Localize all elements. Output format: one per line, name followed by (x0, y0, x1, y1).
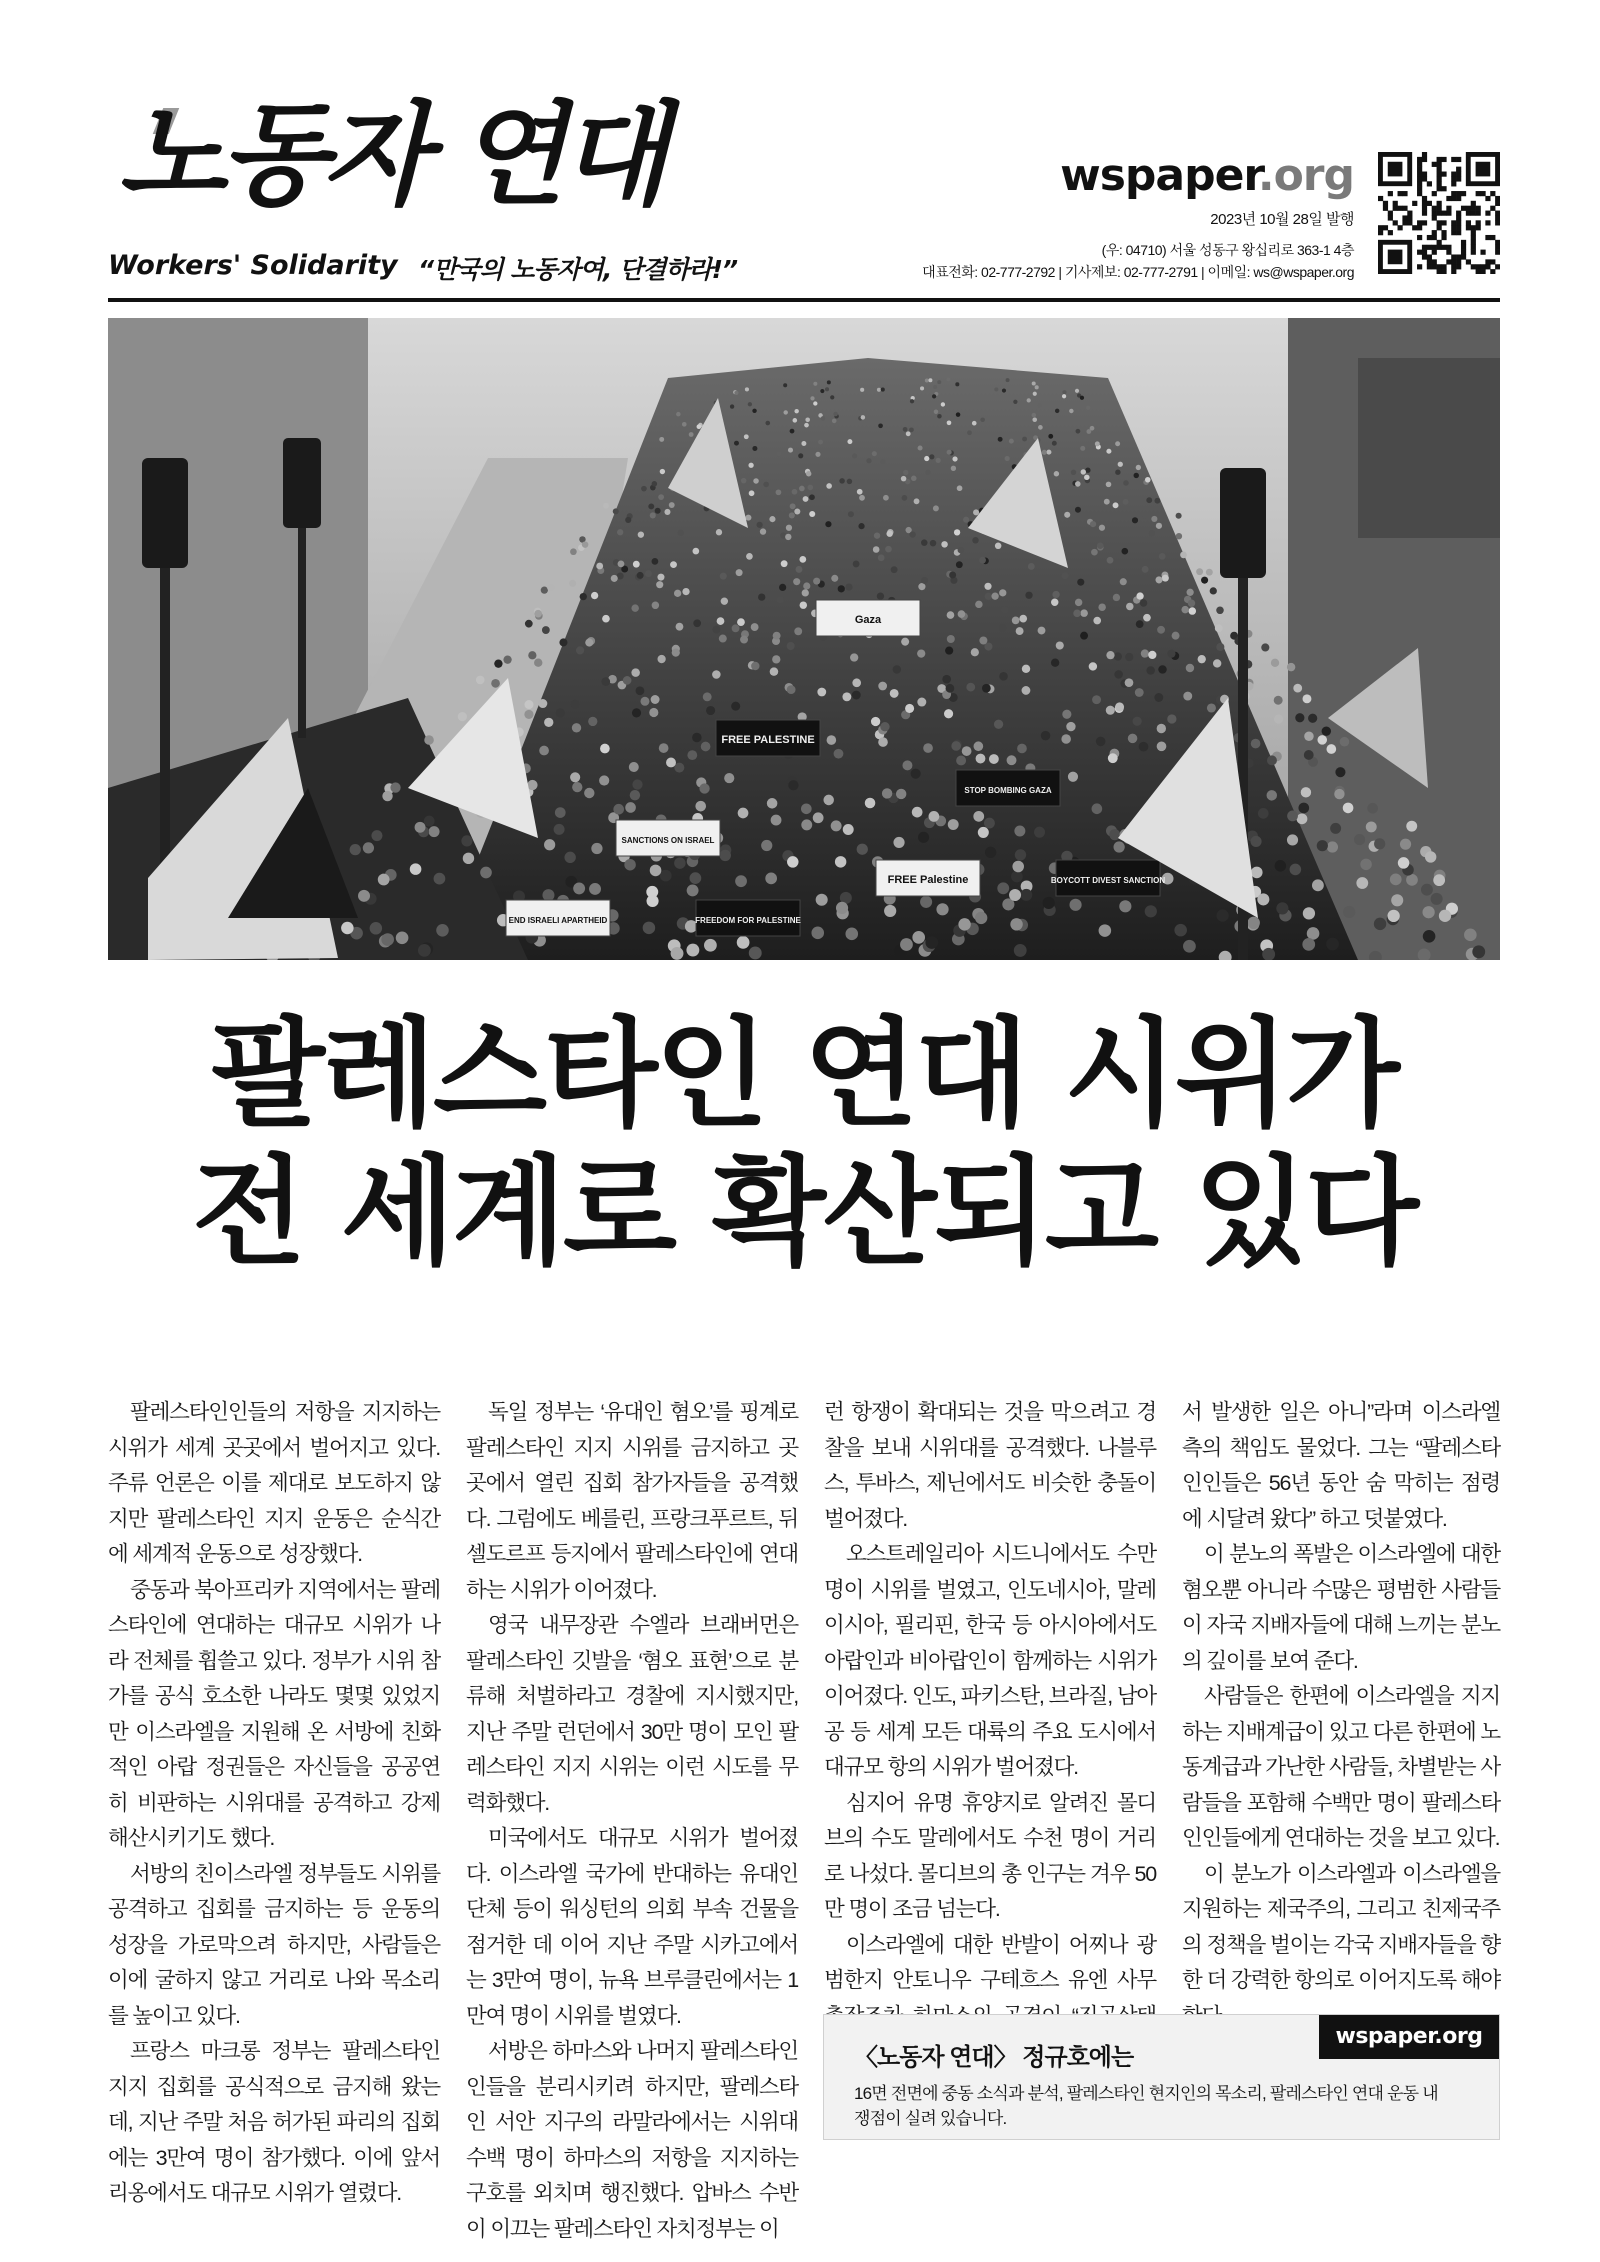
postal-address: (우: 04710) 서울 성동구 왕십리로 363-1 4층 (1101, 242, 1354, 258)
main-headline (108, 1005, 1500, 1281)
issue-notice-box (823, 2014, 1500, 2140)
protest-sign (616, 820, 720, 856)
protest-sign (1051, 860, 1165, 896)
protest-sign (695, 900, 801, 936)
article-paragraph: 서방은 하마스와 나머지 팔레스타인인들을 분리시키려 하지만, 팔레스타인 서안 지구의 라말라에서는 시위대 수백 명이 하마스의 저항을 지지하는 구호를 외치며 행진했다. 압바스 수반이 이끄는 팔레스타인 자치정부는 이 (466, 2039, 798, 2241)
site-url[interactable] (1060, 150, 1354, 201)
article-paragraph: 중동과 북아프리카 지역에서는 팔레스타인에 연대하는 대규모 시위가 나라 전체를 휩쓸고 있다. 정부가 시위 참가를 공식 호소한 나라도 몇몇 있었지만 이스라엘을 지원해 온 서방에 친화적인 아랍 정권들은 자신들을 공공연히 비판하는 시위대를 공격하고 강제 해산시키기도 했다. (108, 1577, 440, 1850)
english-name: Workers' Solidarity (108, 250, 398, 281)
notice-site-link[interactable]: wspaper.org (1319, 2015, 1499, 2059)
site-url-tld: .org (1257, 150, 1354, 201)
article-paragraph: 서방의 친이스라엘 정부들도 시위를 공격하고 집회를 금지하는 등 운동의 성장을 가로막으려 하지만, 사람들은 이에 굴하지 않고 거리로 나와 목소리를 높이고 있다. (108, 1861, 440, 2028)
protest-sign (816, 600, 920, 636)
svg-text:FREEDOM FOR PALESTINE: FREEDOM FOR PALESTINE (695, 916, 801, 925)
protest-sign (716, 720, 820, 756)
slogan: “만국의 노동자여, 단결하라!” (418, 255, 738, 284)
svg-text:FREE PALESTINE: FREE PALESTINE (721, 734, 815, 746)
qr-code-icon[interactable] (1378, 152, 1500, 274)
article-paragraph: 런 항쟁이 확대되는 것을 막으려고 경찰을 보내 시위대를 공격했다. 나블루스, 투바스, 제닌에서도 비슷한 충돌이 벌어졌다. (824, 1400, 1156, 1531)
publish-date: 2023년 10월 28일 발행 (1210, 211, 1354, 228)
article-column-3 (824, 1395, 1156, 2070)
article-paragraph: 독일 정부는 ‘유대인 혐오’를 핑계로 팔레스타인 지지 시위를 금지하고 곳곳에서 열린 집회 참가자들을 공격했다. 그럼에도 베를린, 프랑크푸르트, 뒤셀도르프 등지에서 팔레스타인에 연대하는 시위가 이어졌다. (466, 1400, 798, 1602)
svg-text:END ISRAELI APARTHEID: END ISRAELI APARTHEID (508, 916, 608, 925)
protest-sign (956, 770, 1060, 806)
article-paragraph: 프랑스 마크롱 정부는 팔레스타인 지지 집회를 공식적으로 금지해 왔는데, 지난 주말 처음 허가된 파리의 집회에는 3만여 명이 참가했다. 이에 앞서 리옹에서도 대규모 시위가 열렸다. (108, 2039, 440, 2205)
article-paragraph: 서 발생한 일은 아니”라며 이스라엘 측의 책임도 물었다. 그는 “팔레스타인인들은 56년 동안 숨 막히는 점령에 시달려 왔다” 하고 덧붙였다. (1182, 1400, 1500, 1531)
article-paragraph: 이 분노가 이스라엘과 이스라엘을 지원하는 제국주의, 그리고 친제국주의 정책을 벌이는 각국 지배자들을 향한 더 강력한 항의로 이어지도록 해야 (1182, 1861, 1500, 1992)
article-paragraph: 이스라엘에 대한 반발이 어찌나 광범한지 안토니우 구테흐스 유엔 사무 (824, 1932, 1156, 1992)
contact-info: 대표전화: 02-777-2792 | 기사제보: 02-777-2791 | 이메일: ws@wspaper.org (922, 264, 1354, 280)
article-column-2 (466, 1395, 798, 2247)
protest-photo (108, 318, 1500, 960)
article-paragraph: 영국 내무장관 수엘라 브래버먼은 팔레스타인 깃발을 ‘혐오 표현’으로 분류해 처벌하라고 경찰에 지시했지만, 지난 주말 런던에서 30만 명이 모인 팔레스타인 지지 시위는 이런 시도를 무력화했다. (466, 1613, 798, 1815)
svg-text:SANCTIONS ON ISRAEL: SANCTIONS ON ISRAEL (621, 836, 715, 845)
headline-line-1: 팔레스타인 연대 시위가 (210, 1005, 1398, 1143)
site-url-main: wspaper (1060, 150, 1258, 201)
masthead (0, 0, 1600, 300)
notice-title: 〈노동자 연대〉 정규호에는 (854, 2044, 1134, 2071)
article-paragraph: 심지어 유명 휴양지로 알려진 몰디브의 수도 말레에서도 수천 명이 거리로 나섰다. 몰디브의 총 인구는 겨우 50만 명이 조금 넘는다. (824, 1790, 1156, 1921)
article-column-4 (1182, 1395, 1500, 2034)
svg-text:Gaza: Gaza (854, 614, 882, 626)
protest-sign (876, 860, 980, 896)
article-paragraph: 이 분노의 폭발은 이스라엘에 대한 혐오뿐 아니라 수많은 평범한 사람들이 자국 지배자들에 대해 느끼는 분노의 깊이를 보여 준다. (1182, 1542, 1500, 1673)
headline-line-2: 전 세계로 확산되고 있다 (191, 1143, 1417, 1281)
svg-text:BOYCOTT DIVEST SANCTION: BOYCOTT DIVEST SANCTION (1050, 876, 1166, 885)
svg-text:STOP BOMBING GAZA: STOP BOMBING GAZA (964, 786, 1052, 795)
article-paragraph: 미국에서도 대규모 시위가 벌어졌다. 이스라엘 국가에 반대하는 유대인 단체 등이 워싱턴의 의회 부속 건물을 점거한 데 이어 지난 주말 시카고에서는 3만여 명이, 뉴욕 브루클린에서는 1만여 명이 시위를 벌였다. (466, 1826, 798, 2028)
notice-body: 16면 전면에 중동 소식과 분석, 팔레스타인 현지인의 목소리, 팔레스타인 연대 운동 내 쟁점이 실려 있습니다. (854, 2084, 1438, 2128)
article-column-1 (108, 1395, 440, 2212)
protest-sign (506, 900, 610, 936)
newspaper-logo: 노동자 연대 (118, 91, 662, 221)
article-paragraph: 사람들은 한편에 이스라엘을 지지하는 지배계급이 있고 다른 한편에 노동계급과 가난한 사람들, 차별받는 사람들을 포함해 수백만 명이 팔레스타인인들에게 연대하는 것을 보고 있다. (1182, 1684, 1500, 1850)
article-paragraph: 오스트레일리아 시드니에서도 수만 명이 시위를 벌였고, 인도네시아, 말레이시아, 필리핀, 한국 등 아시아에서도 아랍인과 비아랍인이 함께하는 시위가 이어졌다. 인도, 파키스탄, 브라질, 남아공 등 세계 모든 대륙의 주요 도시에서 대규모 항의 시위가 벌어졌다. (824, 1542, 1156, 1779)
masthead-divider (108, 298, 1500, 302)
svg-text:FREE Palestine: FREE Palestine (887, 874, 969, 886)
article-paragraph: 팔레스타인인들의 저항을 지지하는 시위가 세계 곳곳에서 벌어지고 있다. 주류 언론은 이를 제대로 보도하지 않지만 팔레스타인 지지 운동은 순식간에 세계적 운동으로 성장했다. (108, 1400, 440, 1566)
